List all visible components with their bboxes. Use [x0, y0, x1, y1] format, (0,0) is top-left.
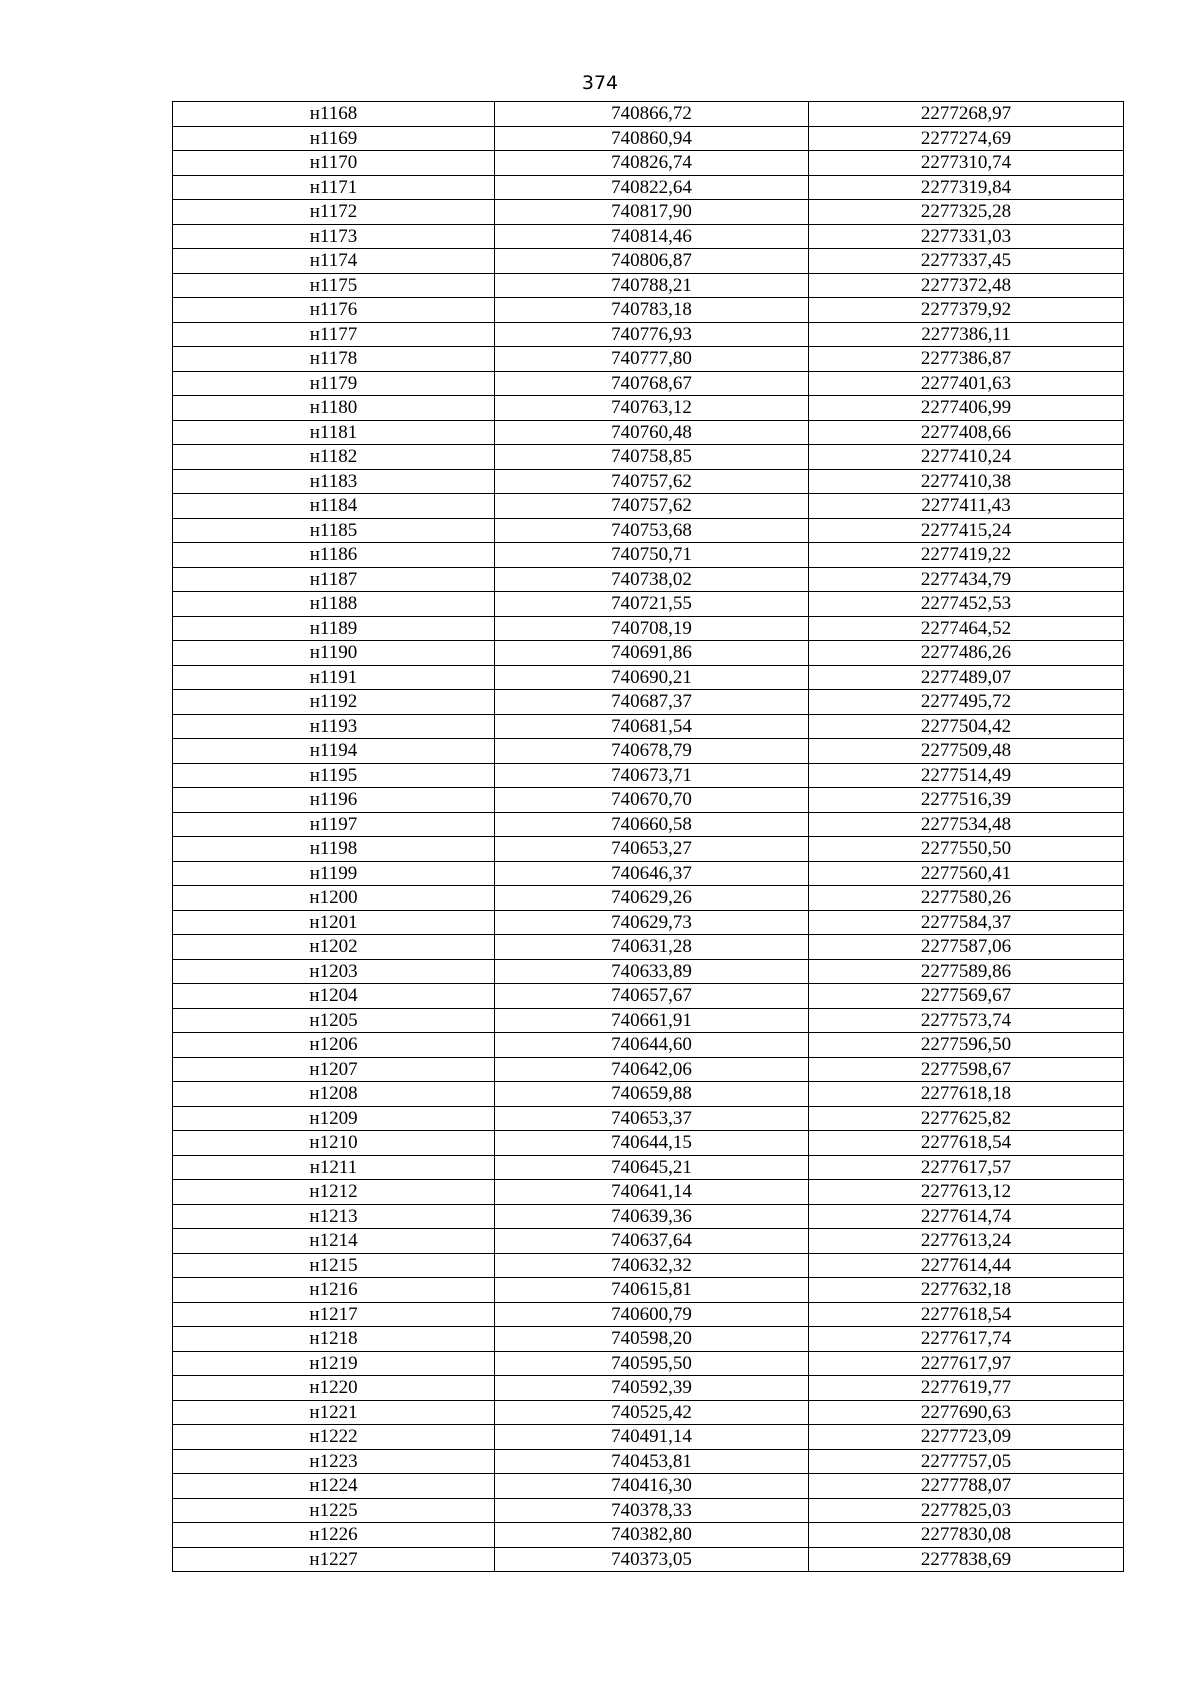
x-coordinate-cell: 740763,12: [495, 396, 809, 421]
table-row: [173, 1498, 1124, 1523]
y-coordinate-cell: 2277386,87: [809, 347, 1124, 372]
point-id-cell: н1182: [173, 445, 495, 470]
table-row: [173, 1204, 1124, 1229]
table-row: [173, 886, 1124, 911]
y-coordinate-cell: 2277274,69: [809, 126, 1124, 151]
y-coordinate-cell: 2277534,48: [809, 812, 1124, 837]
y-coordinate-cell: 2277569,67: [809, 984, 1124, 1009]
point-id-cell: н1207: [173, 1057, 495, 1082]
y-coordinate-cell: 2277580,26: [809, 886, 1124, 911]
point-id-cell: н1209: [173, 1106, 495, 1131]
point-id-cell: н1202: [173, 935, 495, 960]
table-row: [173, 690, 1124, 715]
point-id-cell: н1188: [173, 592, 495, 617]
x-coordinate-cell: 740641,14: [495, 1180, 809, 1205]
x-coordinate-cell: 740661,91: [495, 1008, 809, 1033]
table-row: [173, 298, 1124, 323]
point-id-cell: н1179: [173, 371, 495, 396]
table-row: [173, 494, 1124, 519]
x-coordinate-cell: 740670,70: [495, 788, 809, 813]
y-coordinate-cell: 2277372,48: [809, 273, 1124, 298]
table-row: [173, 175, 1124, 200]
point-id-cell: н1194: [173, 739, 495, 764]
x-coordinate-cell: 740760,48: [495, 420, 809, 445]
y-coordinate-cell: 2277452,53: [809, 592, 1124, 617]
x-coordinate-cell: 740644,60: [495, 1033, 809, 1058]
point-id-cell: н1197: [173, 812, 495, 837]
x-coordinate-cell: 740750,71: [495, 543, 809, 568]
table-row: [173, 984, 1124, 1009]
point-id-cell: н1181: [173, 420, 495, 445]
table-row: [173, 1523, 1124, 1548]
point-id-cell: н1171: [173, 175, 495, 200]
point-id-cell: н1186: [173, 543, 495, 568]
table-row: [173, 396, 1124, 421]
table-row: [173, 959, 1124, 984]
table-row: [173, 1253, 1124, 1278]
x-coordinate-cell: 740629,73: [495, 910, 809, 935]
table-row: [173, 543, 1124, 568]
table-row: [173, 1449, 1124, 1474]
table-row: [173, 102, 1124, 127]
table-row: [173, 739, 1124, 764]
point-id-cell: н1184: [173, 494, 495, 519]
x-coordinate-cell: 740753,68: [495, 518, 809, 543]
x-coordinate-cell: 740631,28: [495, 935, 809, 960]
y-coordinate-cell: 2277838,69: [809, 1547, 1124, 1572]
x-coordinate-cell: 740639,36: [495, 1204, 809, 1229]
x-coordinate-cell: 740738,02: [495, 567, 809, 592]
y-coordinate-cell: 2277830,08: [809, 1523, 1124, 1548]
x-coordinate-cell: 740644,15: [495, 1131, 809, 1156]
table-row: [173, 1229, 1124, 1254]
point-id-cell: н1224: [173, 1474, 495, 1499]
y-coordinate-cell: 2277319,84: [809, 175, 1124, 200]
table-row: [173, 1302, 1124, 1327]
table-row: [173, 1425, 1124, 1450]
point-id-cell: н1222: [173, 1425, 495, 1450]
point-id-cell: н1215: [173, 1253, 495, 1278]
x-coordinate-cell: 740595,50: [495, 1351, 809, 1376]
table-row: [173, 1033, 1124, 1058]
table-row: [173, 518, 1124, 543]
x-coordinate-cell: 740757,62: [495, 469, 809, 494]
y-coordinate-cell: 2277464,52: [809, 616, 1124, 641]
point-id-cell: н1168: [173, 102, 495, 127]
point-id-cell: н1198: [173, 837, 495, 862]
point-id-cell: н1177: [173, 322, 495, 347]
table-row: [173, 1376, 1124, 1401]
y-coordinate-cell: 2277434,79: [809, 567, 1124, 592]
table-row: [173, 1547, 1124, 1572]
table-row: [173, 1008, 1124, 1033]
table-row: [173, 812, 1124, 837]
x-coordinate-cell: 740491,14: [495, 1425, 809, 1450]
x-coordinate-cell: 740660,58: [495, 812, 809, 837]
point-id-cell: н1200: [173, 886, 495, 911]
y-coordinate-cell: 2277584,37: [809, 910, 1124, 935]
x-coordinate-cell: 740657,67: [495, 984, 809, 1009]
point-id-cell: н1199: [173, 861, 495, 886]
table-row: [173, 469, 1124, 494]
y-coordinate-cell: 2277410,24: [809, 445, 1124, 470]
table-row: [173, 371, 1124, 396]
x-coordinate-cell: 740866,72: [495, 102, 809, 127]
point-id-cell: н1193: [173, 714, 495, 739]
table-row: [173, 837, 1124, 862]
table-row: [173, 224, 1124, 249]
y-coordinate-cell: 2277406,99: [809, 396, 1124, 421]
table-row: [173, 151, 1124, 176]
table-row: [173, 200, 1124, 225]
point-id-cell: н1203: [173, 959, 495, 984]
table-row: [173, 616, 1124, 641]
point-id-cell: н1178: [173, 347, 495, 372]
x-coordinate-cell: 740768,67: [495, 371, 809, 396]
table-row: [173, 1155, 1124, 1180]
y-coordinate-cell: 2277386,11: [809, 322, 1124, 347]
y-coordinate-cell: 2277613,24: [809, 1229, 1124, 1254]
point-id-cell: н1173: [173, 224, 495, 249]
point-id-cell: н1172: [173, 200, 495, 225]
y-coordinate-cell: 2277625,82: [809, 1106, 1124, 1131]
y-coordinate-cell: 2277401,63: [809, 371, 1124, 396]
table-row: [173, 1106, 1124, 1131]
point-id-cell: н1217: [173, 1302, 495, 1327]
x-coordinate-cell: 740615,81: [495, 1278, 809, 1303]
point-id-cell: н1219: [173, 1351, 495, 1376]
y-coordinate-cell: 2277504,42: [809, 714, 1124, 739]
point-id-cell: н1211: [173, 1155, 495, 1180]
point-id-cell: н1192: [173, 690, 495, 715]
coordinates-table-body: [173, 102, 1124, 1572]
point-id-cell: н1206: [173, 1033, 495, 1058]
y-coordinate-cell: 2277788,07: [809, 1474, 1124, 1499]
point-id-cell: н1189: [173, 616, 495, 641]
table-row: [173, 641, 1124, 666]
point-id-cell: н1226: [173, 1523, 495, 1548]
x-coordinate-cell: 740777,80: [495, 347, 809, 372]
y-coordinate-cell: 2277560,41: [809, 861, 1124, 886]
y-coordinate-cell: 2277514,49: [809, 763, 1124, 788]
x-coordinate-cell: 740783,18: [495, 298, 809, 323]
table-row: [173, 910, 1124, 935]
point-id-cell: н1169: [173, 126, 495, 151]
x-coordinate-cell: 740681,54: [495, 714, 809, 739]
x-coordinate-cell: 740758,85: [495, 445, 809, 470]
point-id-cell: н1196: [173, 788, 495, 813]
y-coordinate-cell: 2277550,50: [809, 837, 1124, 862]
point-id-cell: н1185: [173, 518, 495, 543]
table-row: [173, 1400, 1124, 1425]
y-coordinate-cell: 2277613,12: [809, 1180, 1124, 1205]
table-row: [173, 249, 1124, 274]
x-coordinate-cell: 740673,71: [495, 763, 809, 788]
point-id-cell: н1201: [173, 910, 495, 935]
x-coordinate-cell: 740708,19: [495, 616, 809, 641]
x-coordinate-cell: 740659,88: [495, 1082, 809, 1107]
x-coordinate-cell: 740633,89: [495, 959, 809, 984]
point-id-cell: н1190: [173, 641, 495, 666]
y-coordinate-cell: 2277617,74: [809, 1327, 1124, 1352]
x-coordinate-cell: 740860,94: [495, 126, 809, 151]
x-coordinate-cell: 740757,62: [495, 494, 809, 519]
y-coordinate-cell: 2277614,44: [809, 1253, 1124, 1278]
point-id-cell: н1174: [173, 249, 495, 274]
table-row: [173, 420, 1124, 445]
table-row: [173, 445, 1124, 470]
y-coordinate-cell: 2277825,03: [809, 1498, 1124, 1523]
table-row: [173, 567, 1124, 592]
point-id-cell: н1180: [173, 396, 495, 421]
point-id-cell: н1205: [173, 1008, 495, 1033]
y-coordinate-cell: 2277573,74: [809, 1008, 1124, 1033]
y-coordinate-cell: 2277619,77: [809, 1376, 1124, 1401]
y-coordinate-cell: 2277268,97: [809, 102, 1124, 127]
x-coordinate-cell: 740382,80: [495, 1523, 809, 1548]
y-coordinate-cell: 2277516,39: [809, 788, 1124, 813]
y-coordinate-cell: 2277757,05: [809, 1449, 1124, 1474]
x-coordinate-cell: 740645,21: [495, 1155, 809, 1180]
y-coordinate-cell: 2277723,09: [809, 1425, 1124, 1450]
y-coordinate-cell: 2277408,66: [809, 420, 1124, 445]
point-id-cell: н1220: [173, 1376, 495, 1401]
point-id-cell: н1218: [173, 1327, 495, 1352]
table-row: [173, 273, 1124, 298]
table-row: [173, 1278, 1124, 1303]
point-id-cell: н1223: [173, 1449, 495, 1474]
y-coordinate-cell: 2277587,06: [809, 935, 1124, 960]
point-id-cell: н1210: [173, 1131, 495, 1156]
table-row: [173, 788, 1124, 813]
y-coordinate-cell: 2277337,45: [809, 249, 1124, 274]
x-coordinate-cell: 740721,55: [495, 592, 809, 617]
y-coordinate-cell: 2277509,48: [809, 739, 1124, 764]
x-coordinate-cell: 740637,64: [495, 1229, 809, 1254]
x-coordinate-cell: 740817,90: [495, 200, 809, 225]
y-coordinate-cell: 2277690,63: [809, 1400, 1124, 1425]
y-coordinate-cell: 2277589,86: [809, 959, 1124, 984]
x-coordinate-cell: 740653,37: [495, 1106, 809, 1131]
point-id-cell: н1225: [173, 1498, 495, 1523]
x-coordinate-cell: 740814,46: [495, 224, 809, 249]
x-coordinate-cell: 740525,42: [495, 1400, 809, 1425]
x-coordinate-cell: 740373,05: [495, 1547, 809, 1572]
y-coordinate-cell: 2277379,92: [809, 298, 1124, 323]
y-coordinate-cell: 2277617,57: [809, 1155, 1124, 1180]
x-coordinate-cell: 740642,06: [495, 1057, 809, 1082]
point-id-cell: н1176: [173, 298, 495, 323]
table-row: [173, 322, 1124, 347]
x-coordinate-cell: 740690,21: [495, 665, 809, 690]
table-row: [173, 1351, 1124, 1376]
point-id-cell: н1216: [173, 1278, 495, 1303]
x-coordinate-cell: 740653,27: [495, 837, 809, 862]
point-id-cell: н1221: [173, 1400, 495, 1425]
point-id-cell: н1170: [173, 151, 495, 176]
table-row: [173, 1082, 1124, 1107]
point-id-cell: н1208: [173, 1082, 495, 1107]
y-coordinate-cell: 2277489,07: [809, 665, 1124, 690]
x-coordinate-cell: 740598,20: [495, 1327, 809, 1352]
x-coordinate-cell: 740416,30: [495, 1474, 809, 1499]
point-id-cell: н1183: [173, 469, 495, 494]
point-id-cell: н1187: [173, 567, 495, 592]
x-coordinate-cell: 740378,33: [495, 1498, 809, 1523]
y-coordinate-cell: 2277617,97: [809, 1351, 1124, 1376]
x-coordinate-cell: 740788,21: [495, 273, 809, 298]
y-coordinate-cell: 2277618,54: [809, 1131, 1124, 1156]
table-row: [173, 1131, 1124, 1156]
table-row: [173, 763, 1124, 788]
y-coordinate-cell: 2277596,50: [809, 1033, 1124, 1058]
y-coordinate-cell: 2277415,24: [809, 518, 1124, 543]
y-coordinate-cell: 2277331,03: [809, 224, 1124, 249]
table-row: [173, 126, 1124, 151]
y-coordinate-cell: 2277411,43: [809, 494, 1124, 519]
point-id-cell: н1204: [173, 984, 495, 1009]
point-id-cell: н1213: [173, 1204, 495, 1229]
table-row: [173, 1327, 1124, 1352]
x-coordinate-cell: 740776,93: [495, 322, 809, 347]
x-coordinate-cell: 740826,74: [495, 151, 809, 176]
table-row: [173, 714, 1124, 739]
point-id-cell: н1191: [173, 665, 495, 690]
table-row: [173, 1474, 1124, 1499]
x-coordinate-cell: 740632,32: [495, 1253, 809, 1278]
table-row: [173, 347, 1124, 372]
table-row: [173, 861, 1124, 886]
y-coordinate-cell: 2277486,26: [809, 641, 1124, 666]
y-coordinate-cell: 2277618,54: [809, 1302, 1124, 1327]
y-coordinate-cell: 2277632,18: [809, 1278, 1124, 1303]
x-coordinate-cell: 740629,26: [495, 886, 809, 911]
x-coordinate-cell: 740806,87: [495, 249, 809, 274]
point-id-cell: н1195: [173, 763, 495, 788]
y-coordinate-cell: 2277325,28: [809, 200, 1124, 225]
x-coordinate-cell: 740822,64: [495, 175, 809, 200]
y-coordinate-cell: 2277410,38: [809, 469, 1124, 494]
table-row: [173, 1057, 1124, 1082]
table-row: [173, 592, 1124, 617]
x-coordinate-cell: 740687,37: [495, 690, 809, 715]
point-id-cell: н1227: [173, 1547, 495, 1572]
point-id-cell: н1212: [173, 1180, 495, 1205]
x-coordinate-cell: 740678,79: [495, 739, 809, 764]
y-coordinate-cell: 2277598,67: [809, 1057, 1124, 1082]
x-coordinate-cell: 740592,39: [495, 1376, 809, 1401]
x-coordinate-cell: 740646,37: [495, 861, 809, 886]
point-id-cell: н1214: [173, 1229, 495, 1254]
table-row: [173, 935, 1124, 960]
x-coordinate-cell: 740691,86: [495, 641, 809, 666]
x-coordinate-cell: 740453,81: [495, 1449, 809, 1474]
y-coordinate-cell: 2277419,22: [809, 543, 1124, 568]
table-row: [173, 665, 1124, 690]
coordinates-table: [172, 101, 1124, 1572]
point-id-cell: н1175: [173, 273, 495, 298]
y-coordinate-cell: 2277310,74: [809, 151, 1124, 176]
page-number: 374: [581, 72, 619, 94]
y-coordinate-cell: 2277618,18: [809, 1082, 1124, 1107]
table-row: [173, 1180, 1124, 1205]
y-coordinate-cell: 2277495,72: [809, 690, 1124, 715]
y-coordinate-cell: 2277614,74: [809, 1204, 1124, 1229]
x-coordinate-cell: 740600,79: [495, 1302, 809, 1327]
